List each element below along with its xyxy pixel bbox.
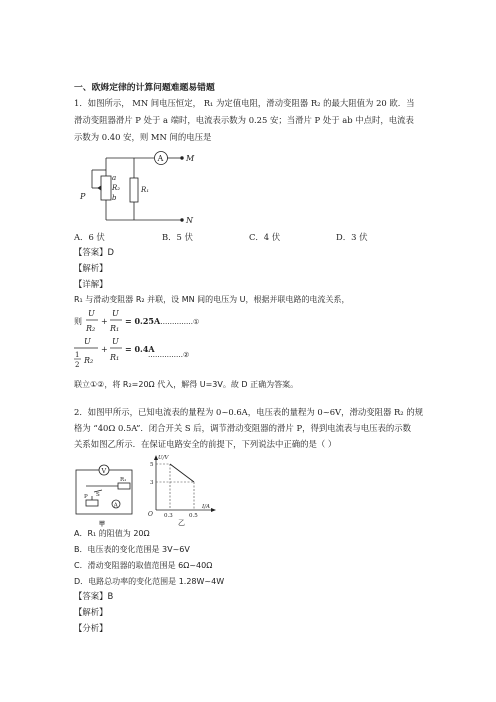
- q1-option-b: B．5 伏: [162, 232, 193, 242]
- graph-y-tick-3: 3: [150, 480, 154, 486]
- q2-option-c: C．滑动变阻器的取值范围是 6Ω~40Ω: [74, 561, 213, 570]
- q1-r2-label: R₂: [112, 184, 121, 192]
- eq1-plus: +: [101, 317, 108, 326]
- q1-analysis-heading: 【解析】: [74, 263, 108, 273]
- q1-equation-1: [74, 307, 234, 335]
- eq2-num-2: U: [112, 337, 119, 346]
- eq1-den-1: R₂: [86, 324, 96, 333]
- q1-ammeter-label: A: [157, 154, 164, 163]
- q1-slider-p: P: [80, 192, 86, 201]
- graph-x-tick-1: 0.3: [164, 513, 173, 519]
- q2-caption-jia: 甲: [99, 521, 106, 528]
- eq2-num-u: U: [84, 337, 91, 346]
- q1-r1-label: R₁: [141, 186, 150, 194]
- q2-option-b: B．电压表的变化范围是 3V~6V: [74, 545, 190, 554]
- q2-graph: [146, 452, 222, 528]
- graph-origin: O: [148, 511, 153, 518]
- eq2-rhs: = 0.4A: [125, 344, 155, 354]
- q1-circuit-diagram: [70, 148, 210, 228]
- section-title: 一、欧姆定律的计算问题难题易错题: [74, 83, 215, 93]
- eq2-half-den: 2: [75, 361, 80, 369]
- eq2-den-2: R₁: [110, 353, 120, 362]
- graph-x-tick-2: 0.5: [189, 513, 198, 519]
- q2-stem-line-1: 2．如图甲所示，已知电流表的量程为 0~0.6A，电压表的量程为 0~6V，滑动变阻器 R₂ 的规: [74, 407, 424, 417]
- q2-caption-yi: 乙: [178, 519, 185, 527]
- q2-r1-label: R₁: [120, 477, 127, 483]
- q1-end-a: a: [112, 174, 117, 182]
- graph-y-axis-label: U/V: [158, 455, 169, 461]
- eq1-num-2: U: [112, 309, 119, 318]
- q2-stem-line-2: 格为 “40Ω 0.5A”．闭合开关 S 后，调节滑动变阻器的滑片 P，得到电流表与电压表的示数: [74, 423, 411, 433]
- eq1-rhs: = 0.25A: [125, 316, 161, 326]
- q1-answer: 【答案】D: [74, 247, 114, 257]
- q2-slider-label: P: [84, 494, 88, 500]
- q1-detail-heading: 【详解】: [74, 279, 108, 289]
- q1-option-a: A．6 伏: [74, 232, 105, 242]
- eq2-plus: +: [101, 345, 108, 354]
- q2-voltmeter-label: V: [101, 467, 107, 475]
- q2-fenxi-heading: 【分析】: [74, 623, 108, 633]
- q2-answer: 【答案】B: [74, 591, 114, 601]
- q1-terminal-m: M: [186, 154, 195, 163]
- q1-equation-2: [74, 335, 244, 369]
- eq1-tag: ……………①: [158, 318, 200, 326]
- q2-analysis-heading: 【解析】: [74, 607, 108, 617]
- q1-stem-line-1: 1．如图所示， MN 间电压恒定， R₁ 为定值电阻，滑动变阻器 R₂ 的最大阻值为 20 欧．当: [74, 98, 415, 108]
- q1-terminal-n: N: [186, 216, 193, 225]
- q2-circuit-diagram: [72, 458, 142, 528]
- q1-stem-line-2: 滑动变阻器滑片 P 处于 a 端时，电流表示数为 0.25 安；当滑片 P 处于 ab 中点时，电流表: [74, 115, 414, 125]
- q1-detail-text: R₁ 与滑动变阻器 R₂ 并联，设 MN 间的电压为 U，根据并联电路的电流关系，: [74, 295, 350, 304]
- q2-option-d: D．电路总功率的变化范围是 1.28W~4W: [74, 577, 225, 586]
- q2-stem-line-3: 关系如图乙所示．在保证电路安全的前提下，下列说法中正确的是（ ）: [74, 439, 337, 449]
- q2-option-a: A．R₁ 的阻值为 20Ω: [74, 529, 150, 538]
- q1-conclusion: 联立①②，将 R₂=20Ω 代入，解得 U=3V。故 D 正确为答案。: [74, 380, 299, 389]
- eq2-half-num: 1: [75, 351, 80, 359]
- eq1-den-2: R₁: [110, 324, 120, 333]
- graph-line-segment: [170, 464, 194, 482]
- eq1-prefix: 则: [74, 317, 82, 326]
- eq2-den-r2: R₂: [84, 356, 94, 365]
- eq2-tag: ……………②: [148, 351, 190, 359]
- eq1-num-1: U: [88, 309, 95, 318]
- q1-end-b: b: [112, 194, 117, 202]
- q2-switch-label: S: [96, 492, 100, 498]
- q1-option-d: D．3 伏: [336, 232, 368, 242]
- graph-x-axis-label: I/A: [202, 504, 210, 510]
- q1-stem-line-3: 示数为 0.40 安，则 MN 间的电压是: [74, 132, 212, 142]
- graph-y-tick-5: 5: [150, 462, 154, 468]
- q1-option-c: C．4 伏: [249, 232, 281, 242]
- q2-ammeter-label: A: [113, 502, 118, 509]
